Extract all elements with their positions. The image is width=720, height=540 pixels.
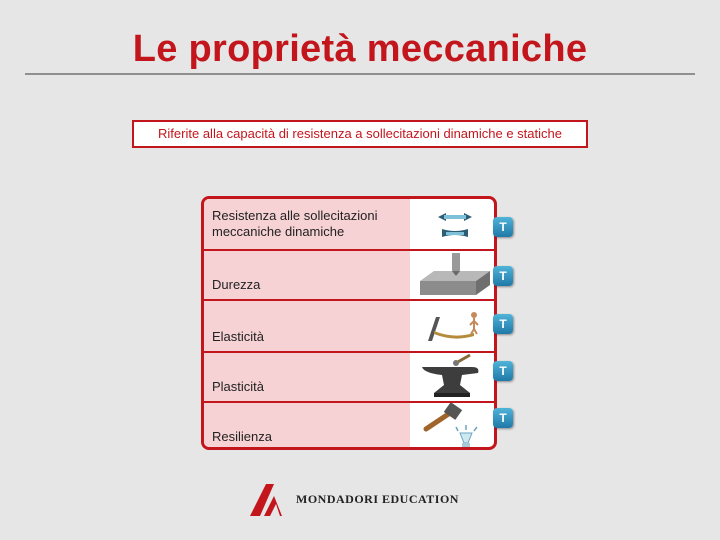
publisher-logo: [248, 482, 478, 516]
anvil-icon: [410, 353, 494, 401]
property-label-line1: Durezza: [212, 277, 261, 292]
property-label-line1: Resistenza alle sollecitazioni: [212, 208, 378, 223]
properties-panel: [201, 196, 497, 450]
logo-text: MONDADORI EDUCATION: [296, 492, 459, 506]
hardness-test-icon: [410, 251, 494, 299]
info-button-durezza[interactable]: T: [493, 266, 513, 286]
title-divider: [25, 73, 695, 75]
property-row-elasticita: [204, 301, 494, 353]
page-title: Le proprietà meccaniche: [132, 28, 588, 70]
property-label-line1: Plasticità: [212, 379, 265, 394]
property-row-resistenza: [204, 199, 494, 251]
subtitle-box: Riferite alla capacità di resistenza a sollecitazioni dinamiche e statiche: [132, 120, 588, 148]
info-button-resilienza[interactable]: T: [493, 408, 513, 428]
property-label: [204, 251, 410, 299]
info-button-resistenza[interactable]: T: [493, 217, 513, 237]
property-label: [204, 199, 410, 249]
property-row-resilienza: [204, 403, 494, 450]
info-button-elasticita[interactable]: T: [493, 314, 513, 334]
property-label-line1: Elasticità: [212, 329, 265, 344]
property-label: [204, 301, 410, 351]
property-row-plasticita: [204, 353, 494, 403]
property-label: [204, 403, 410, 450]
mondadori-logo-icon: [248, 482, 292, 516]
property-label-line2: meccaniche dinamiche: [212, 224, 345, 239]
info-button-plasticita[interactable]: T: [493, 361, 513, 381]
hammer-glass-icon: [410, 403, 494, 450]
property-row-durezza: [204, 251, 494, 301]
property-label-line1: Resilienza: [212, 429, 272, 444]
property-label: [204, 353, 410, 401]
forces-icon: [410, 199, 494, 249]
diving-board-icon: [410, 301, 494, 351]
